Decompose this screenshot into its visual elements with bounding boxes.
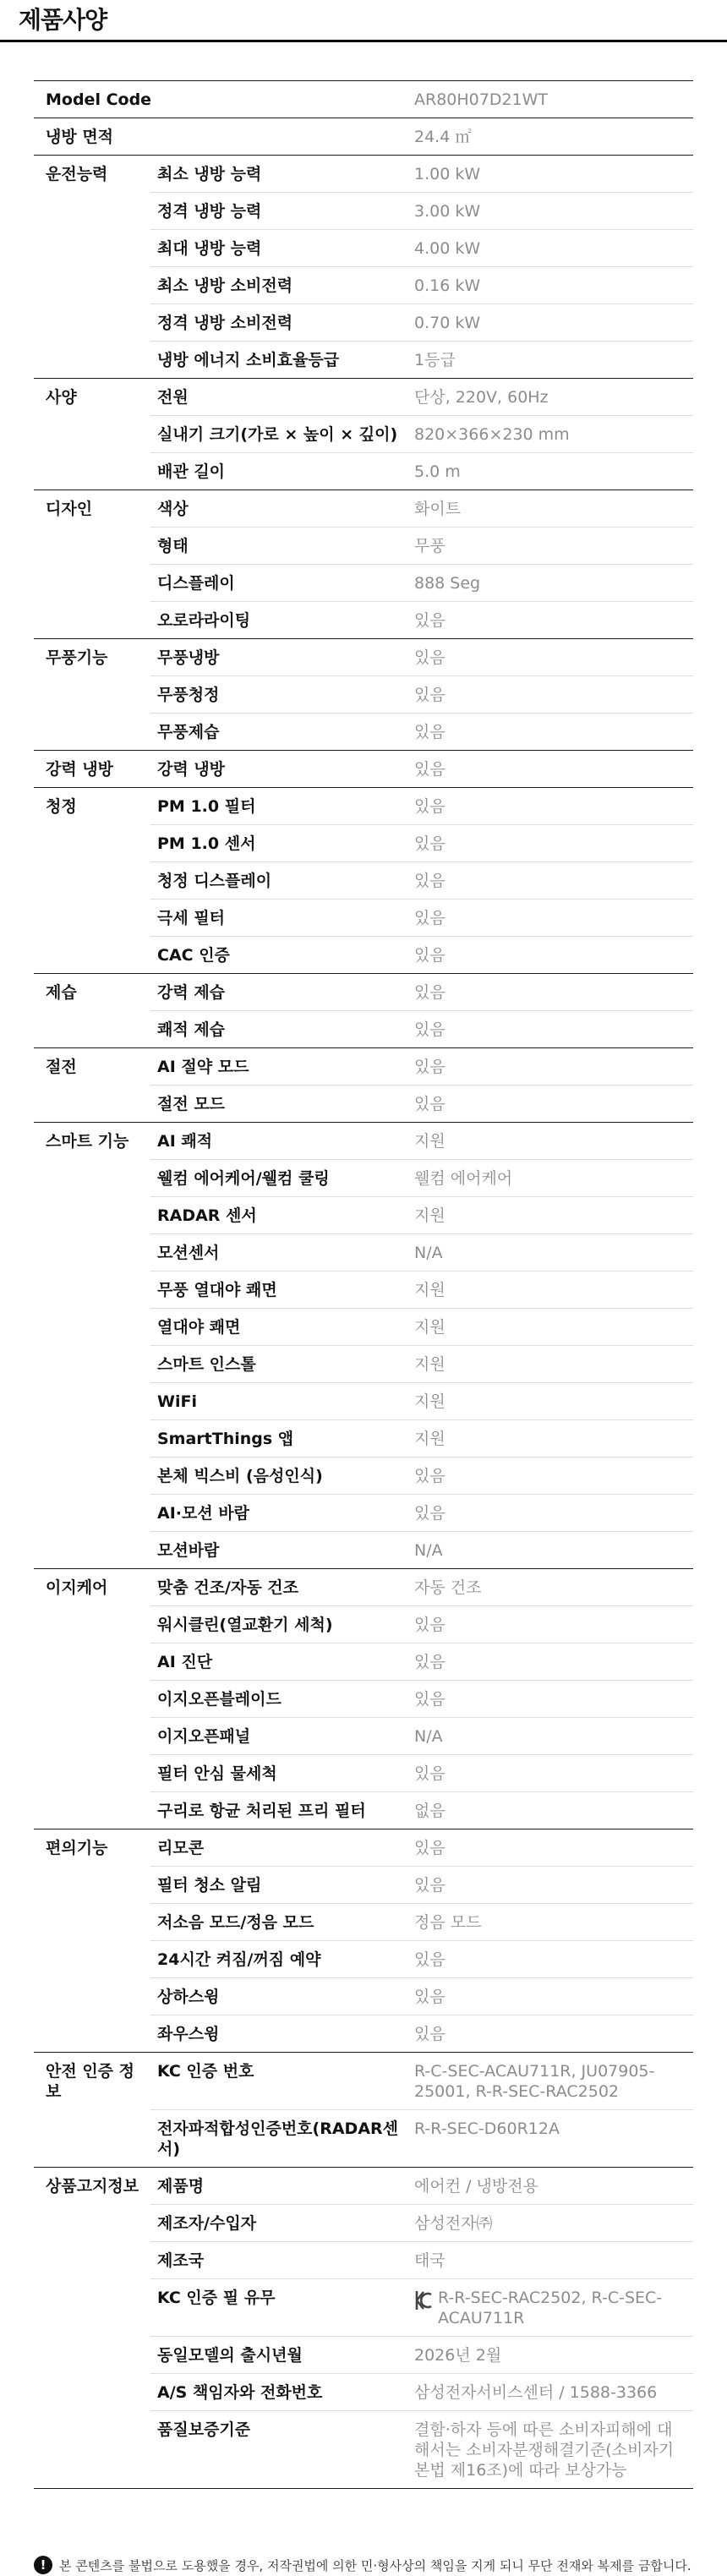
spec-item-label: AI 진단 — [150, 1643, 414, 1681]
spec-item-label: 열대야 쾌면 — [150, 1309, 414, 1346]
spec-item-value: 있음 — [414, 1941, 693, 1978]
spec-item-label: 이지오픈패널 — [150, 1718, 414, 1755]
spec-item-label: 냉방 에너지 소비효율등급 — [150, 342, 414, 379]
spec-item-value: 있음 — [414, 714, 693, 751]
page-title: 제품사양 — [19, 6, 107, 34]
spec-row — [34, 1829, 693, 1867]
spec-item-label: 형태 — [150, 528, 414, 565]
spec-item-label: RADAR 센서 — [150, 1197, 414, 1234]
spec-item-value: 0.16 kW — [414, 267, 693, 304]
spec-item-label: A/S 책임자와 전화번호 — [150, 2374, 414, 2411]
spec-row — [34, 639, 693, 676]
spec-item-value: 있음 — [414, 788, 693, 825]
spec-item-value: R-R-SEC-D60R12A — [414, 2110, 693, 2168]
spec-item-label: CAC 인증 — [150, 937, 414, 974]
spec-category: 안전 인증 정보 — [34, 2053, 150, 2168]
spec-row — [34, 1048, 693, 1086]
spec-item-value: 웰컴 에어케어 — [414, 1160, 693, 1197]
spec-item-value: 있음 — [414, 1495, 693, 1532]
spec-item-label: 무풍냉방 — [150, 639, 414, 676]
spec-item-label: 모션센서 — [150, 1234, 414, 1272]
spec-item-label: 쾌적 제습 — [150, 1011, 414, 1048]
spec-item-label: 리모콘 — [150, 1829, 414, 1867]
spec-item-value: 있음 — [414, 974, 693, 1011]
spec-item-label: 워시클린(열교환기 세척) — [150, 1606, 414, 1643]
spec-item-value: 있음 — [414, 1643, 693, 1681]
spec-item-label: 전자파적합성인증번호(RADAR센서) — [150, 2110, 414, 2168]
spec-row — [34, 974, 693, 1011]
spec-row — [34, 2053, 693, 2110]
spec-item-value: 있음 — [414, 937, 693, 974]
spec-item-label: 강력 제습 — [150, 974, 414, 1011]
spec-item-label: 제조국 — [150, 2242, 414, 2279]
exclamation-icon: ! — [34, 2556, 52, 2574]
model-code-label: Model Code — [34, 81, 414, 118]
spec-row — [34, 788, 693, 825]
spec-item-value: 있음 — [414, 1048, 693, 1086]
spec-item-value: 있음 — [414, 639, 693, 676]
copyright-notice — [34, 2554, 727, 2576]
spec-item-label: KC 인증 번호 — [150, 2053, 414, 2110]
spec-item-label: 모션바람 — [150, 1532, 414, 1569]
spec-category: 스마트 기능 — [34, 1123, 150, 1569]
spec-item-label: 좌우스윙 — [150, 2015, 414, 2053]
spec-item-label: 정격 냉방 능력 — [150, 193, 414, 230]
spec-item-label: 본체 빅스비 (음성인식) — [150, 1458, 414, 1495]
spec-item-value: 있음 — [414, 825, 693, 862]
spec-item-value: 1등급 — [414, 342, 693, 379]
spec-item-value-cell — [414, 2279, 693, 2337]
spec-item-value: N/A — [414, 1718, 693, 1755]
kc-value-wrap — [414, 2288, 686, 2328]
spec-row — [34, 751, 693, 788]
spec-item-label: AI·모션 바람 — [150, 1495, 414, 1532]
spec-item-value: 단상, 220V, 60Hz — [414, 379, 693, 416]
spec-item-value: 3.00 kW — [414, 193, 693, 230]
spec-item-value: 있음 — [414, 2015, 693, 2053]
spec-item-value: 있음 — [414, 1086, 693, 1123]
spec-item-value: 무풍 — [414, 528, 693, 565]
spec-item-label: 스마트 인스톨 — [150, 1346, 414, 1383]
spec-item-label: SmartThings 앱 — [150, 1420, 414, 1458]
spec-row — [34, 156, 693, 193]
spec-item-label: 강력 냉방 — [150, 751, 414, 788]
spec-item-value: 자동 건조 — [414, 1569, 693, 1606]
spec-item-value: 지원 — [414, 1420, 693, 1458]
spec-category: 절전 — [34, 1048, 150, 1123]
kc-certification-icon — [414, 2289, 433, 2311]
spec-item-value: 2026년 2월 — [414, 2337, 693, 2374]
spec-item-value: N/A — [414, 1532, 693, 1569]
spec-item-value: 지원 — [414, 1123, 693, 1160]
spec-category: 편의기능 — [34, 1829, 150, 2053]
spec-item-label: 최대 냉방 능력 — [150, 230, 414, 267]
spec-item-label: 청정 디스플레이 — [150, 862, 414, 900]
spec-category: 강력 냉방 — [34, 751, 150, 788]
spec-row — [34, 490, 693, 528]
spec-item-value: 지원 — [414, 1383, 693, 1420]
spec-item-label: 상하스윙 — [150, 1978, 414, 2015]
spec-item-value: 지원 — [414, 1272, 693, 1309]
spec-item-label: WiFi — [150, 1383, 414, 1420]
spec-item-label: 무풍 열대야 쾌면 — [150, 1272, 414, 1309]
model-code-row — [34, 81, 693, 118]
spec-row — [34, 379, 693, 416]
spec-item-label: 무풍제습 — [150, 714, 414, 751]
spec-item-label: 필터 안심 물세척 — [150, 1755, 414, 1792]
spec-table — [34, 80, 693, 2489]
spec-item-value: 있음 — [414, 1606, 693, 1643]
spec-item-value: 있음 — [414, 751, 693, 788]
spec-table-body — [34, 81, 693, 2489]
spec-item-label: 구리로 항균 처리된 프리 필터 — [150, 1792, 414, 1829]
spec-item-value: 있음 — [414, 862, 693, 900]
spec-item-label: 24시간 켜짐/꺼짐 예약 — [150, 1941, 414, 1978]
spec-item-value: N/A — [414, 1234, 693, 1272]
spec-item-label: 맞춤 건조/자동 건조 — [150, 1569, 414, 1606]
spec-item-label: 실내기 크기(가로 × 높이 × 깊이) — [150, 416, 414, 453]
spec-category: 무풍기능 — [34, 639, 150, 751]
spec-item-label: 최소 냉방 소비전력 — [150, 267, 414, 304]
spec-item-value: 있음 — [414, 676, 693, 714]
spec-category: 제습 — [34, 974, 150, 1048]
spec-item-label: 이지오픈블레이드 — [150, 1681, 414, 1718]
cooling-area-label: 냉방 면적 — [34, 118, 414, 156]
spec-item-value: 888 Seg — [414, 565, 693, 602]
spec-row — [34, 1123, 693, 1160]
cooling-area-row — [34, 118, 693, 156]
spec-item-label: 색상 — [150, 490, 414, 528]
spec-item-value: 있음 — [414, 1978, 693, 2015]
spec-item-label: 제조자/수입자 — [150, 2205, 414, 2242]
spec-item-label: 극세 필터 — [150, 900, 414, 937]
spec-item-label: 웰컴 에어케어/웰컴 쿨링 — [150, 1160, 414, 1197]
spec-item-value: R-R-SEC-RAC2502, R-C-SEC-ACAU711R — [438, 2289, 663, 2327]
spec-item-label: 전원 — [150, 379, 414, 416]
spec-item-value: 1.00 kW — [414, 156, 693, 193]
spec-item-label: 필터 청소 알림 — [150, 1867, 414, 1904]
spec-item-label: 제품명 — [150, 2168, 414, 2205]
spec-item-label: 오로라라이팅 — [150, 602, 414, 639]
spec-item-label: 디스플레이 — [150, 565, 414, 602]
spec-item-value: 에어컨 / 냉방전용 — [414, 2168, 693, 2205]
spec-category: 디자인 — [34, 490, 150, 639]
spec-section — [0, 42, 727, 2489]
spec-item-value: 0.70 kW — [414, 304, 693, 342]
spec-row — [34, 2168, 693, 2205]
spec-item-value: 지원 — [414, 1197, 693, 1234]
spec-item-label: 동일모델의 출시년월 — [150, 2337, 414, 2374]
spec-item-label: 정격 냉방 소비전력 — [150, 304, 414, 342]
spec-item-value: 없음 — [414, 1792, 693, 1829]
spec-item-value: 4.00 kW — [414, 230, 693, 267]
spec-item-value: 있음 — [414, 602, 693, 639]
notice-text: 본 콘텐츠를 불법으로 도용했을 경우, 저작권법에 의한 민·형사상의 책임을 지게 되니 무단 전재와 복제를 금합니다. — [59, 2557, 691, 2573]
spec-category: 사양 — [34, 379, 150, 490]
spec-item-value: 화이트 — [414, 490, 693, 528]
spec-item-label: 품질보증기준 — [150, 2411, 414, 2489]
spec-item-value: 있음 — [414, 1829, 693, 1867]
spec-item-label: 최소 냉방 능력 — [150, 156, 414, 193]
spec-item-label: 배관 길이 — [150, 453, 414, 490]
spec-item-value: 있음 — [414, 1458, 693, 1495]
title-bar — [0, 0, 727, 42]
spec-item-value: 있음 — [414, 1011, 693, 1048]
spec-item-value: R-C-SEC-ACAU711R, JU07905-25001, R-R-SEC-RAC2502 — [414, 2053, 693, 2110]
cooling-area-value: 24.4 ㎡ — [414, 118, 693, 156]
spec-item-label: KC 인증 필 유무 — [150, 2279, 414, 2337]
spec-item-value: 지원 — [414, 1346, 693, 1383]
spec-item-label: 절전 모드 — [150, 1086, 414, 1123]
spec-item-label: 무풍청정 — [150, 676, 414, 714]
spec-item-value: 820×366×230 mm — [414, 416, 693, 453]
spec-category: 청정 — [34, 788, 150, 974]
spec-category: 이지케어 — [34, 1569, 150, 1829]
spec-item-value: 삼성전자서비스센터 / 1588-3366 — [414, 2374, 693, 2411]
spec-item-value: 정음 모드 — [414, 1904, 693, 1941]
spec-item-value: 5.0 m — [414, 453, 693, 490]
spec-row — [34, 1569, 693, 1606]
spec-item-label: AI 절약 모드 — [150, 1048, 414, 1086]
spec-item-label: AI 쾌적 — [150, 1123, 414, 1160]
spec-item-label: 저소음 모드/정음 모드 — [150, 1904, 414, 1941]
spec-item-value: 삼성전자㈜ — [414, 2205, 693, 2242]
spec-category: 상품고지정보 — [34, 2168, 150, 2489]
spec-item-value: 있음 — [414, 1681, 693, 1718]
spec-item-value: 태국 — [414, 2242, 693, 2279]
spec-item-value: 있음 — [414, 1867, 693, 1904]
spec-item-value: 있음 — [414, 1755, 693, 1792]
model-code-value: AR80H07D21WT — [414, 81, 693, 118]
spec-category: 운전능력 — [34, 156, 150, 379]
spec-item-value: 있음 — [414, 900, 693, 937]
spec-item-label: PM 1.0 센서 — [150, 825, 414, 862]
spec-item-value: 결함·하자 등에 따른 소비자피해에 대해서는 소비자분쟁해결기준(소비자기본법 제16조)에 따라 보상가능 — [414, 2411, 693, 2489]
spec-item-label: PM 1.0 필터 — [150, 788, 414, 825]
spec-item-value: 지원 — [414, 1309, 693, 1346]
